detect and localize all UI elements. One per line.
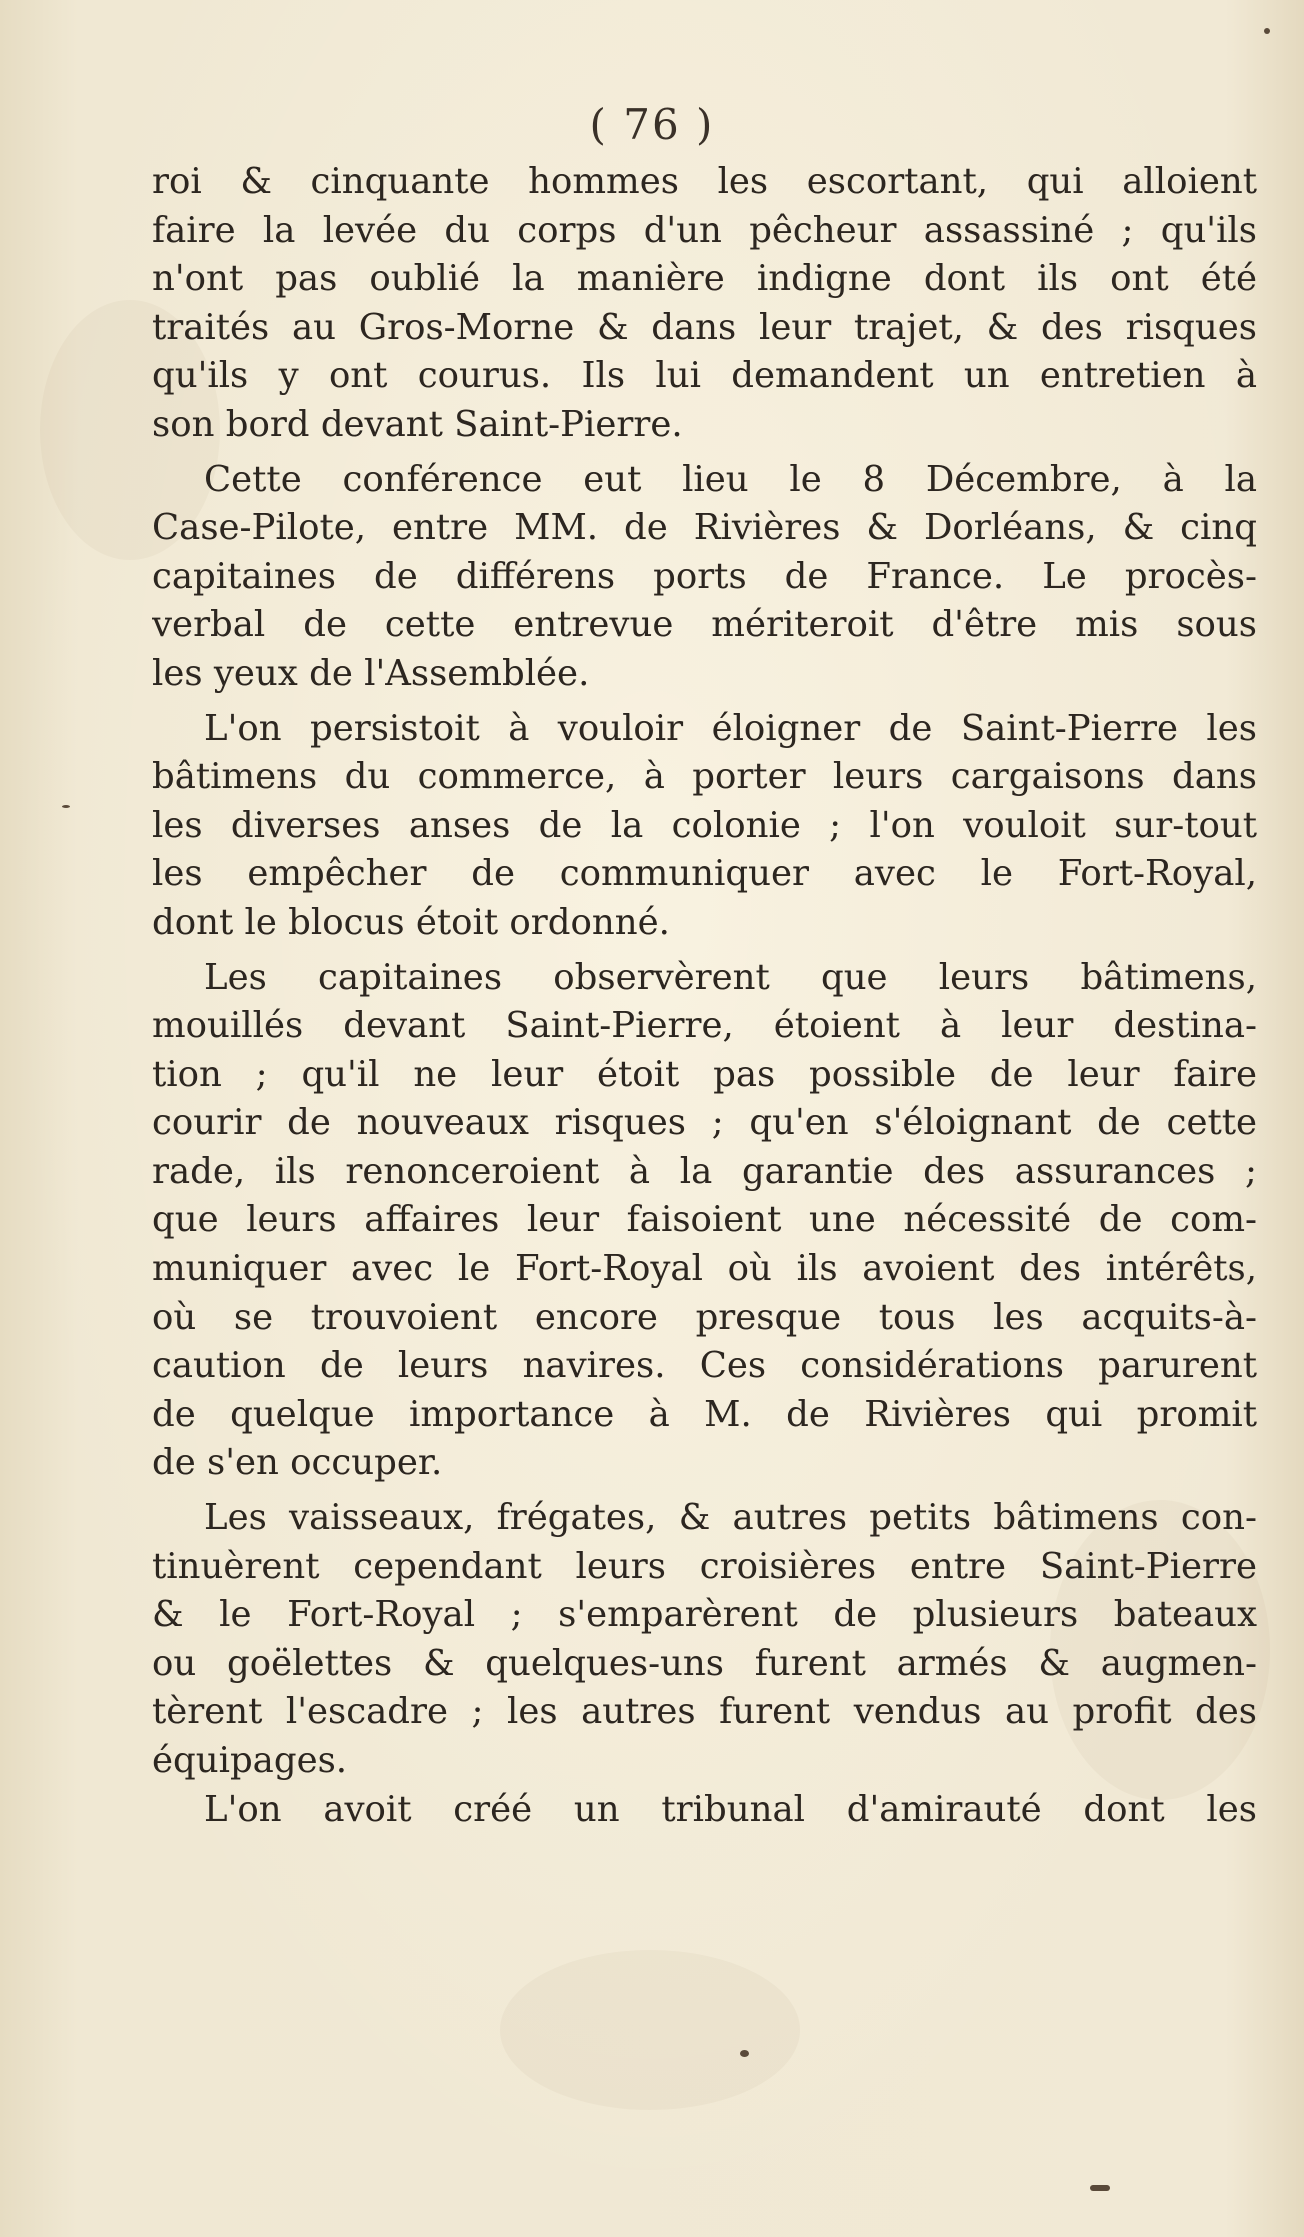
text-line: caution de leurs navires. Ces considérations parurent bbox=[152, 1345, 1257, 1387]
text-line: roi & cinquante hommes les escortant, qui alloient bbox=[152, 161, 1257, 202]
body-text bbox=[152, 158, 1257, 1834]
text-line: L'on persistoit à vouloir éloigner de Saint-Pierre les bbox=[204, 707, 1257, 749]
text-line: Cette conférence eut lieu le 8 Décembre, à la bbox=[204, 458, 1257, 500]
paragraph bbox=[152, 1786, 1257, 1835]
ink-speck bbox=[62, 805, 70, 808]
paragraph bbox=[152, 158, 1257, 450]
text-line: les diverses anses de la colonie ; l'on vouloit sur-tout bbox=[152, 804, 1257, 846]
text-line: où se trouvoient encore presque tous les acquits-à- bbox=[152, 1296, 1257, 1338]
text-line: traités au Gros-Morne & dans leur trajet, & des risques bbox=[152, 306, 1257, 348]
text-line: Les vaisseaux, frégates, & autres petits bâtimens con- bbox=[204, 1497, 1257, 1539]
text-line: capitaines de différens ports de France. Le procès- bbox=[152, 555, 1257, 597]
ink-speck bbox=[740, 2050, 749, 2057]
page-number: ( 76 ) bbox=[589, 100, 715, 149]
text-line: faire la levée du corps d'un pêcheur assassiné ; qu'ils bbox=[152, 209, 1257, 251]
text-line: tèrent l'escadre ; les autres furent vendus au profit des bbox=[152, 1691, 1257, 1733]
text-line: verbal de cette entrevue mériteroit d'être mis sous bbox=[152, 604, 1257, 646]
text-line: qu'ils y ont courus. Ils lui demandent un entretien à bbox=[152, 355, 1257, 397]
text-line: Case-Pilote, entre MM. de Rivières & Dorléans, & cinq bbox=[152, 507, 1257, 549]
text-line: tion ; qu'il ne leur étoit pas possible de leur faire bbox=[152, 1053, 1257, 1095]
text-line: dont le blocus étoit ordonné. bbox=[152, 901, 670, 943]
text-line: bâtimens du commerce, à porter leurs cargaisons dans bbox=[152, 756, 1257, 798]
text-line: Les capitaines observèrent que leurs bâtimens, bbox=[204, 956, 1257, 998]
text-line: ou goëlettes & quelques-uns furent armés & augmen- bbox=[152, 1642, 1257, 1684]
ink-speck bbox=[1090, 2185, 1110, 2191]
ink-speck bbox=[1264, 28, 1270, 34]
paragraph bbox=[152, 1494, 1257, 1786]
text-line: son bord devant Saint-Pierre. bbox=[152, 403, 683, 445]
paragraph bbox=[152, 954, 1257, 1489]
text-line: L'on avoit créé un tribunal d'amirauté dont les bbox=[204, 1788, 1257, 1830]
text-line: courir de nouveaux risques ; qu'en s'éloignant de cette bbox=[152, 1102, 1257, 1144]
text-line: mouillés devant Saint-Pierre, étoient à leur destina- bbox=[152, 1005, 1257, 1047]
paragraph bbox=[152, 705, 1257, 948]
text-line: tinuèrent cependant leurs croisières entre Saint-Pierre bbox=[152, 1545, 1257, 1587]
paragraph bbox=[152, 456, 1257, 699]
text-line: les yeux de l'Assemblée. bbox=[152, 652, 590, 694]
text-line: n'ont pas oublié la manière indigne dont ils ont été bbox=[152, 258, 1257, 300]
text-line: les empêcher de communiquer avec le Fort-Royal, bbox=[152, 853, 1257, 895]
text-line: équipages. bbox=[152, 1740, 348, 1781]
text-line: muniquer avec le Fort-Royal où ils avoient des intérêts, bbox=[152, 1248, 1257, 1290]
paper-stain bbox=[500, 1950, 800, 2110]
text-line: que leurs affaires leur faisoient une nécessité de com- bbox=[152, 1199, 1257, 1241]
text-line: de quelque importance à M. de Rivières qui promit bbox=[152, 1393, 1257, 1435]
text-line: & le Fort-Royal ; s'emparèrent de plusieurs bateaux bbox=[152, 1594, 1257, 1636]
text-line: de s'en occuper. bbox=[152, 1442, 443, 1484]
text-line: rade, ils renonceroient à la garantie des assurances ; bbox=[152, 1150, 1257, 1192]
